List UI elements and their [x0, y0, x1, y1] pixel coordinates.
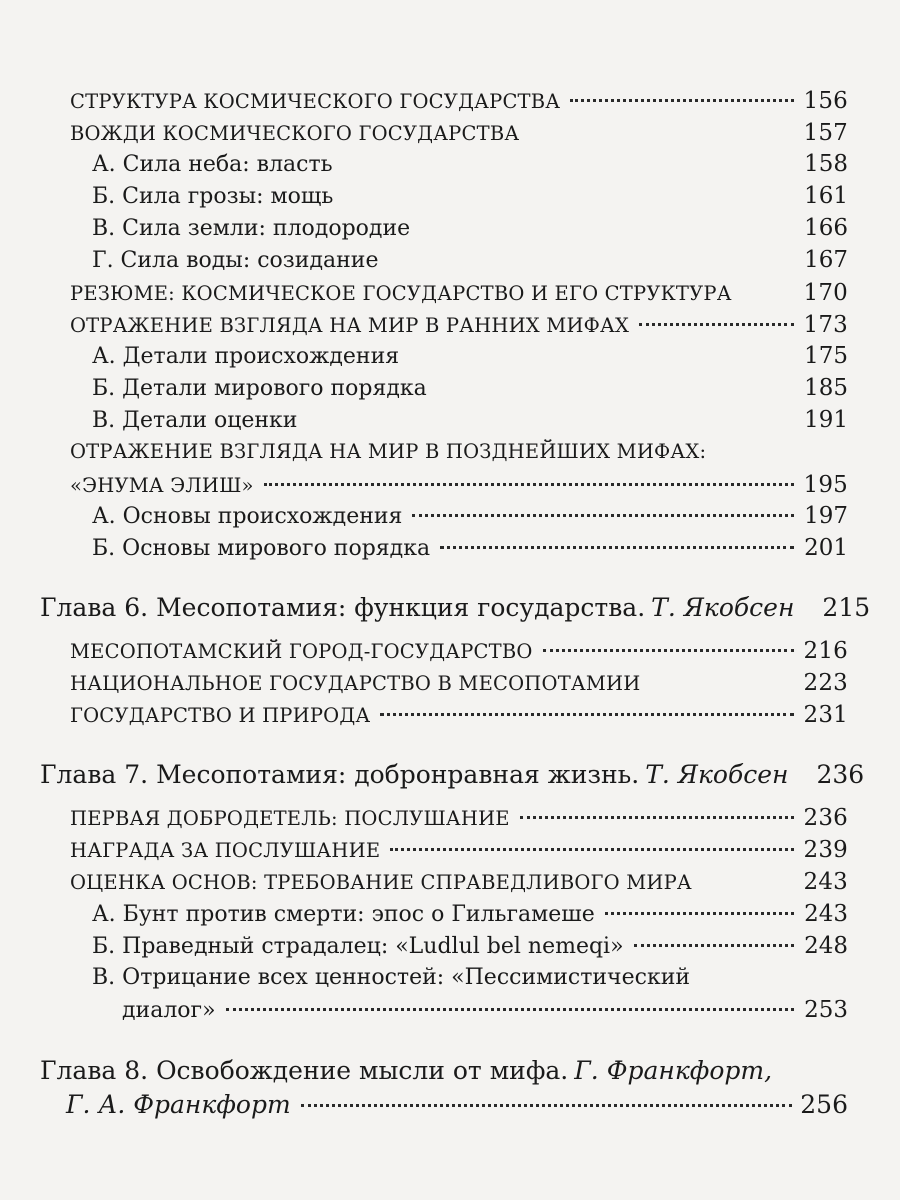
dot-leader [605, 912, 794, 915]
chapter-entry[interactable] [66, 1090, 848, 1119]
entry-title: Б. Праведный страдалец: «Ludlul bel nemeqi» [92, 934, 624, 959]
entry-title: ОТРАЖЕНИЕ ВЗГЛЯДА НА МИР В ПОЗДНЕЙШИХ МИФАХ: [70, 440, 707, 463]
page-number: 166 [804, 215, 848, 241]
entry-title: «ЭНУМА ЭЛИШ» [70, 474, 254, 497]
page-number: 216 [803, 638, 848, 664]
toc-entry[interactable] [70, 312, 848, 338]
page-number: 156 [803, 88, 848, 114]
entry-title: А. Детали происхождения [92, 344, 400, 369]
toc-entry[interactable] [92, 343, 848, 369]
toc-entry[interactable] [70, 702, 848, 728]
page-number: 191 [804, 407, 848, 433]
entry-title: Б. Детали мирового порядка [92, 376, 427, 401]
chapter-author: Т. Якобсен [645, 760, 789, 789]
page-number: 256 [800, 1090, 848, 1119]
chapter-entry[interactable] [40, 760, 865, 789]
entry-title: ВОЖДИ КОСМИЧЕСКОГО ГОСУДАРСТВА [70, 122, 520, 145]
page-number: 185 [804, 375, 848, 401]
page-number: 253 [804, 997, 848, 1023]
toc-entry[interactable] [70, 837, 848, 863]
dot-leader [440, 546, 794, 549]
entry-title: А. Бунт против смерти: эпос о Гильгамеше [92, 902, 595, 927]
page-number: 158 [804, 151, 848, 177]
dot-leader [543, 649, 794, 652]
page-number: 248 [804, 933, 848, 959]
toc-entry[interactable] [92, 503, 848, 529]
page-number: 197 [804, 503, 848, 529]
entry-title: ОТРАЖЕНИЕ ВЗГЛЯДА НА МИР В РАННИХ МИФАХ [70, 314, 630, 337]
toc-entry[interactable] [92, 535, 848, 561]
entry-title: В. Детали оценки [92, 408, 298, 433]
toc-entry[interactable] [70, 638, 848, 664]
toc-entry[interactable] [70, 472, 848, 498]
page-number: 161 [804, 183, 848, 209]
entry-title: Б. Сила грозы: мощь [92, 184, 334, 209]
page-number: 167 [804, 247, 848, 273]
entry-title: НАЦИОНАЛЬНОЕ ГОСУДАРСТВО В МЕСОПОТАМИИ [70, 672, 641, 695]
dot-leader [520, 816, 794, 819]
toc-entry[interactable] [92, 407, 848, 433]
entry-title: ПЕРВАЯ ДОБРОДЕТЕЛЬ: ПОСЛУШАНИЕ [70, 807, 510, 830]
toc-entry-heading[interactable] [92, 965, 690, 990]
toc-entry[interactable] [70, 120, 848, 146]
page-number: 231 [803, 702, 848, 728]
dot-leader [264, 483, 794, 486]
entry-title: МЕСОПОТАМСКИЙ ГОРОД-ГОСУДАРСТВО [70, 640, 533, 663]
toc-entry[interactable] [92, 375, 848, 401]
entry-title: ГОСУДАРСТВО И ПРИРОДА [70, 704, 371, 727]
page-number: 215 [822, 593, 871, 622]
toc-entry[interactable] [122, 997, 848, 1023]
page-number: 239 [803, 837, 848, 863]
toc-entry[interactable] [70, 280, 848, 306]
toc-entry[interactable] [92, 933, 848, 959]
entry-title: Г. Сила воды: созидание [92, 248, 379, 273]
chapter-entry-heading[interactable] [40, 1056, 772, 1085]
chapter-title-text: Глава 8. Освобождение мысли от мифа. [40, 1056, 569, 1085]
dot-leader [301, 1104, 793, 1107]
entry-title: В. Отрицание всех ценностей: «Пессимистический [92, 965, 691, 990]
entry-title: СТРУКТУРА КОСМИЧЕСКОГО ГОСУДАРСТВА [70, 90, 561, 113]
entry-title: В. Сила земли: плодородие [92, 216, 411, 241]
entry-title: диалог» [122, 998, 216, 1023]
page-number: 201 [804, 535, 848, 561]
chapter-title [40, 760, 788, 789]
entry-title: А. Основы происхождения [92, 504, 403, 529]
page-number: 243 [803, 869, 848, 895]
toc-entry-heading[interactable] [70, 440, 706, 463]
page-number: 170 [803, 280, 848, 306]
dot-leader [380, 713, 794, 716]
dot-leader [390, 848, 794, 851]
entry-title: НАГРАДА ЗА ПОСЛУШАНИЕ [70, 839, 381, 862]
chapter-author: Т. Якобсен [651, 593, 795, 622]
page-number: 236 [803, 805, 848, 831]
page-number: 236 [816, 760, 865, 789]
page-number: 243 [804, 901, 848, 927]
dot-leader [412, 514, 794, 517]
page-number: 223 [803, 670, 848, 696]
chapter-title-text: Глава 6. Месопотамия: функция государства. [40, 593, 646, 622]
chapter-author: Г. А. Франкфорт [66, 1090, 291, 1119]
toc-entry[interactable] [92, 151, 848, 177]
dot-leader [634, 944, 794, 947]
page-number: 175 [804, 343, 848, 369]
toc-entry[interactable] [70, 869, 848, 895]
entry-title: ОЦЕНКА ОСНОВ: ТРЕБОВАНИЕ СПРАВЕДЛИВОГО МИРА [70, 871, 692, 894]
chapter-title-text: Глава 7. Месопотамия: добронравная жизнь. [40, 760, 640, 789]
chapter-title [40, 593, 794, 622]
dot-leader [639, 323, 794, 326]
entry-title: А. Сила неба: власть [92, 152, 333, 177]
toc-entry[interactable] [70, 805, 848, 831]
dot-leader [570, 99, 794, 102]
toc-entry[interactable] [92, 247, 848, 273]
entry-title: РЕЗЮМЕ: КОСМИЧЕСКОЕ ГОСУДАРСТВО И ЕГО СТРУКТУРА [70, 282, 732, 305]
toc-entry[interactable] [70, 88, 848, 114]
toc-entry[interactable] [70, 670, 848, 696]
page-number: 173 [803, 312, 848, 338]
entry-title: Б. Основы мирового порядка [92, 536, 431, 561]
dot-leader [226, 1008, 794, 1011]
chapter-author: Г. Франкфорт, [574, 1056, 773, 1085]
toc-entry[interactable] [92, 901, 848, 927]
page-number: 195 [803, 472, 848, 498]
toc-entry[interactable] [92, 183, 848, 209]
chapter-entry[interactable] [40, 593, 871, 622]
toc-entry[interactable] [92, 215, 848, 241]
page-number: 157 [803, 120, 848, 146]
